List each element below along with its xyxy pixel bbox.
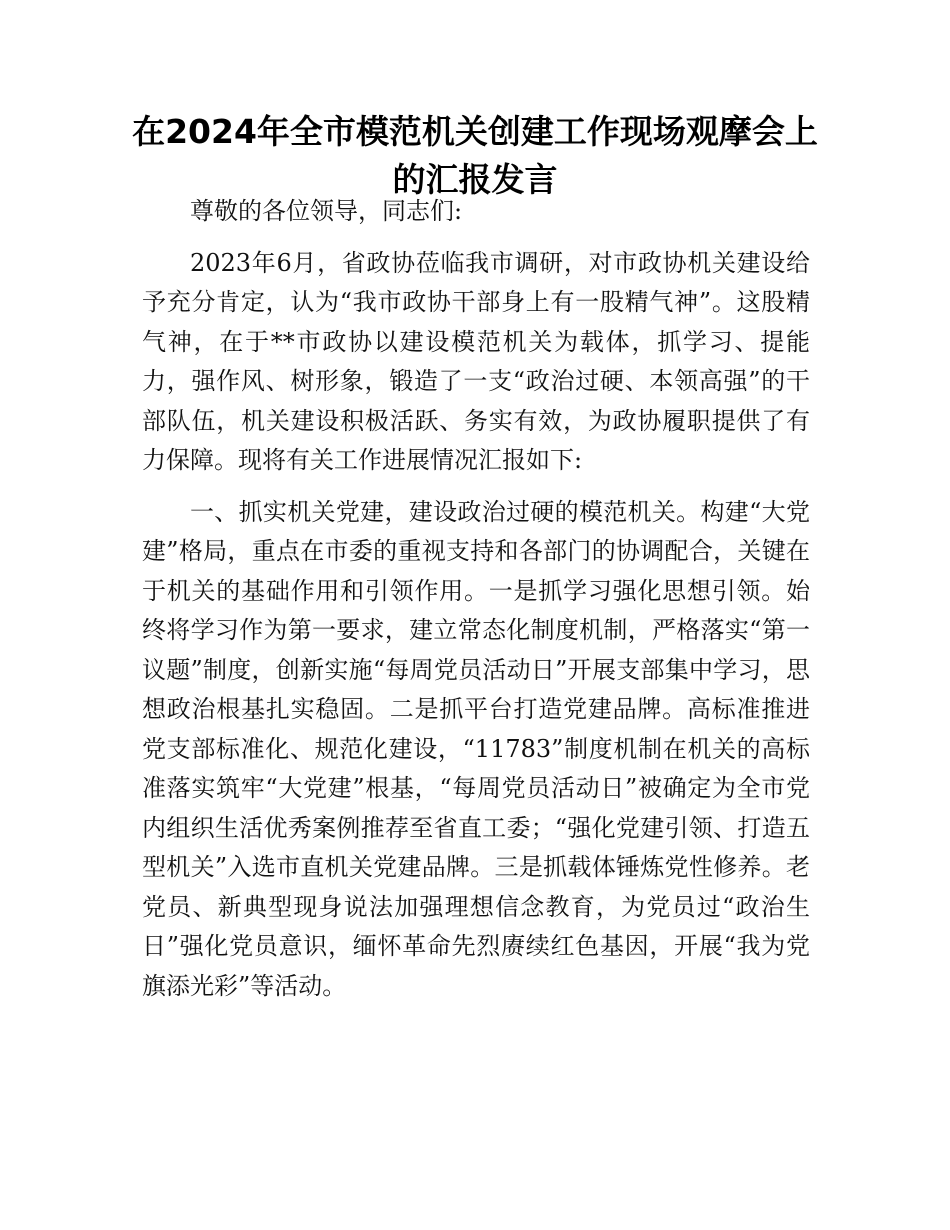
document-body <box>142 192 810 1006</box>
intro-paragraph: 2023年6月，省政协莅临我市调研，对市政协机关建设给予充分肯定，认为“我市政协干部身上有一股精气神”。这股精气神，在于**市政协以建设模范机关为载体，抓学习、提能力，强作风、树形象，锻造了一支“政治过硬、本领高强”的干部队伍，机关建设积极活跃、务实有效，为政协履职提供了有力保障。现将有关工作进展情况汇报如下: <box>142 248 810 474</box>
salutation-paragraph: 尊敬的各位领导，同志们: <box>190 197 463 225</box>
section-one-paragraph: 一、抓实机关党建，建设政治过硬的模范机关。构建“大党建”格局，重点在市委的重视支持和各部门的协调配合，关键在于机关的基础作用和引领作用。一是抓学习强化思想引领。始终将学习作为第一要求，建立常态化制度机制，严格落实“第一议题”制度，创新实施“每周党员活动日”开展支部集中学习，思想政治根基扎实稳固。二是抓平台打造党建品牌。高标准推进党支部标准化、规范化建设，“11783”制度机制在机关的高标准落实筑牢“大党建”根基，“每周党员活动日”被确定为全市党内组织生活优秀案例推荐至省直工委；“强化党建引领、打造五型机关”入选市直机关党建品牌。三是抓载体锤炼党性修养。老党员、新典型现身说法加强理想信念教育，为党员过“政治生日”强化党员意识，缅怀革命先烈赓续红色基因，开展“我为党旗添光彩”等活动。 <box>142 497 810 1000</box>
document-title: 在2024年全市模范机关创建工作现场观摩会上的汇报发言 <box>132 112 818 199</box>
